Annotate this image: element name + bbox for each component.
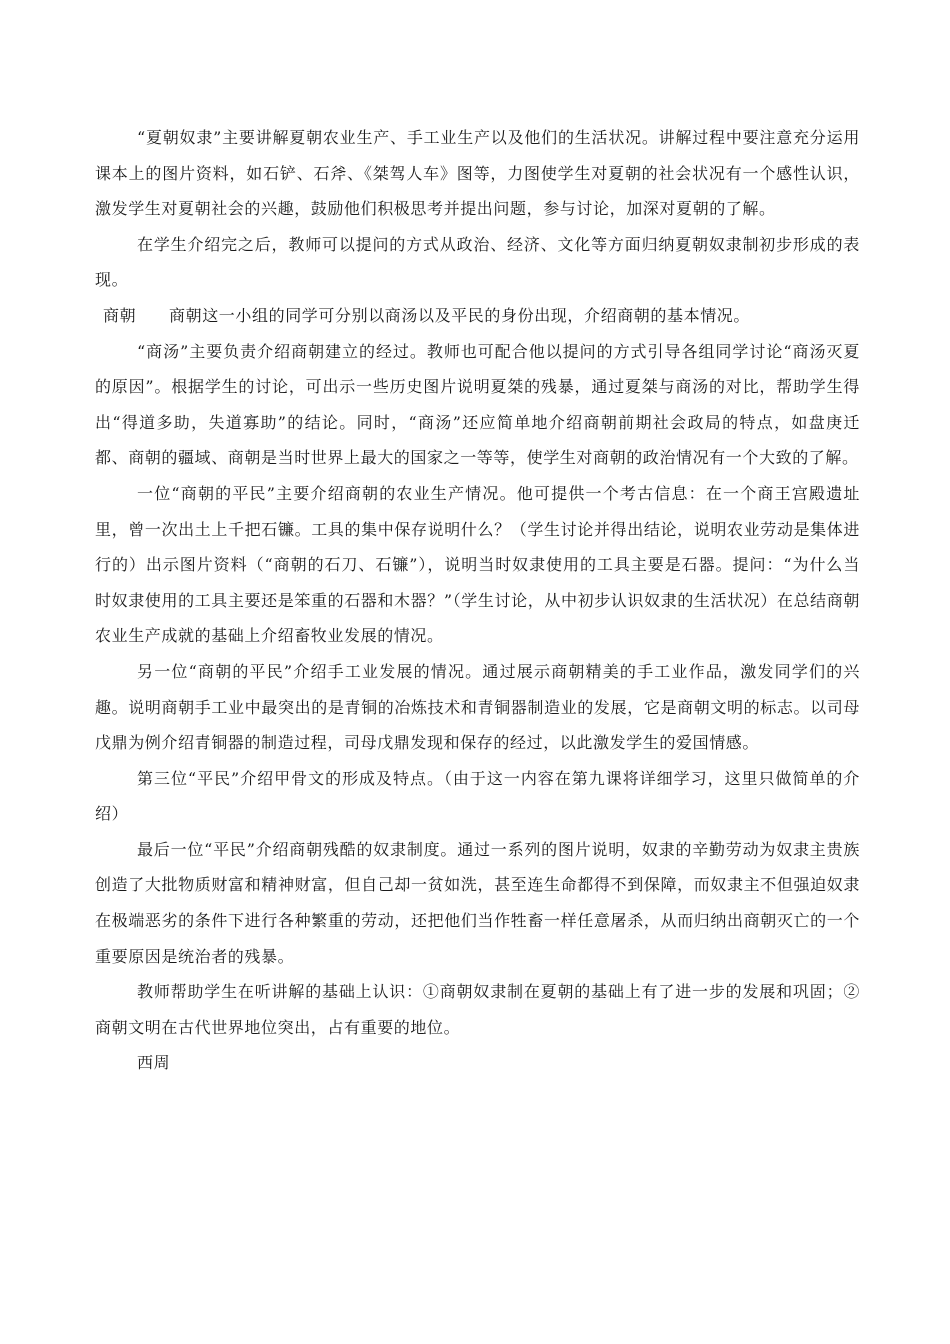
paragraph-shang-slavery: 最后一位“平民”介绍商朝残酷的奴隶制度。通过一系列的图片说明，奴隶的辛勤劳动为奴隶主贵族创造了大批物质财富和精神财富，但自己却一贫如洗，甚至连生命都得不到保障，而奴隶主不但强迫奴隶在极端恶劣的条件下进行各种繁重的劳动，还把他们当作牲畜一样任意屠杀，从而归纳出商朝灭亡的一个重要原因是统治者的残暴。 [95, 839, 860, 966]
paragraph-xia-slaves: “夏朝奴隶”主要讲解夏朝农业生产、手工业生产以及他们的生活状况。讲解过程中要注意充分运用课本上的图片资料，如石铲、石斧、《桀驾人车》图等，力图使学生对夏朝的社会状况有一个感性认识，激发学生对夏朝社会的兴趣，鼓励他们积极思考并提出问题，参与讨论，加深对夏朝的了解。 [95, 128, 860, 219]
paragraph-teacher-conclusion: 教师帮助学生在听讲解的基础上认识：①商朝奴隶制在夏朝的基础上有了进一步的发展和巩固；②商朝文明在古代世界地位突出，占有重要的地位。 [95, 982, 860, 1037]
paragraph-shang-handicraft: 另一位“商朝的平民”介绍手工业发展的情况。通过展示商朝精美的手工业作品，激发同学们的兴趣。说明商朝手工业中最突出的是青铜的冶炼技术和青铜器制造业的发展，它是商朝文明的标志。以司母戊鼎为例介绍青铜器的制造过程，司母戊鼎发现和保存的经过，以此激发学生的爱国情感。 [95, 661, 860, 753]
paragraph-xia-summary: 在学生介绍完之后，教师可以提问的方式从政治、经济、文化等方面归纳夏朝奴隶制初步形成的表现。 [95, 234, 860, 290]
paragraph-shang-oracle-bone: 第三位“平民”介绍甲骨文的形成及特点。（由于这一内容在第九课将详细学习，这里只做简单的介绍） [95, 768, 860, 824]
paragraph-shang-agriculture: 一位“商朝的平民”主要介绍商朝的农业生产情况。他可提供一个考古信息：在一个商王宫殿遗址里，曾一次出土上千把石镰。工具的集中保存说明什么？（学生讨论并得出结论，说明农业劳动是集体进行的）出示图片资料（“商朝的石刀、石镰”），说明当时奴隶使用的工具主要是石器。提问：“为什么当时奴隶使用的工具主要还是笨重的石器和木器？”（学生讨论，从中初步认识奴隶的生活状况）在总结商朝农业生产成就的基础上介绍畜牧业发展的情况。 [95, 483, 860, 646]
section-shang-intro: 商朝这一小组的同学可分别以商汤以及平民的身份出现，介绍商朝的基本情况。 [169, 305, 751, 325]
section-shang-row [95, 298, 860, 334]
paragraph-shang-tang: “商汤”主要负责介绍商朝建立的经过。教师也可配合他以提问的方式引导各组同学讨论“商汤灭夏的原因”。根据学生的讨论，可出示一些历史图片说明夏桀的残暴，通过夏桀与商汤的对比，帮助学生得出“得道多助，失道寡助”的结论。同时，“商汤”还应简单地介绍商朝前期社会政局的特点，如盘庚迁都、商朝的疆域、商朝是当时世界上最大的国家之一等等，使学生对商朝的政治情况有一个大致的了解。 [95, 341, 860, 468]
section-heading-shang: 商朝 [103, 305, 137, 325]
document-body [95, 120, 860, 1081]
section-heading-western-zhou: 西周 [137, 1053, 171, 1073]
